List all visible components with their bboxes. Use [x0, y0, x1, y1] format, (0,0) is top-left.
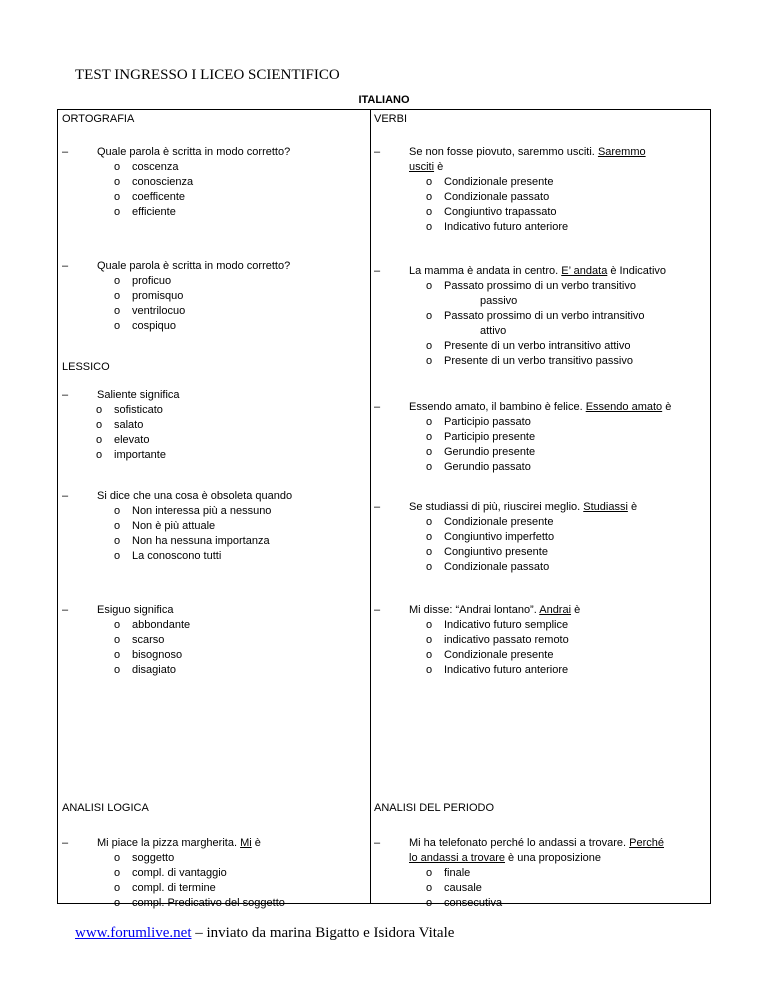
verbi-question-2 — [374, 264, 708, 369]
question-stem: Saliente significa — [97, 389, 180, 401]
option[interactable]: o elevato — [96, 434, 150, 446]
option[interactable]: o conoscienza — [114, 176, 194, 188]
dash-marker: – — [374, 501, 381, 513]
option[interactable]: o Condizionale presente — [426, 649, 554, 661]
option[interactable]: o Condizionale presente — [426, 516, 554, 528]
question-stem: Quale parola è scritta in modo corretto? — [97, 146, 291, 158]
option-list — [62, 851, 362, 911]
option[interactable]: o bisognoso — [114, 649, 183, 661]
option[interactable]: o importante — [96, 449, 166, 461]
option[interactable]: o cospiquo — [114, 320, 177, 332]
option[interactable]: o compl. di vantaggio — [114, 867, 227, 879]
question-stem: Mi piace la pizza margherita. Mi è — [97, 837, 261, 849]
analisi-periodo-heading: ANALISI DEL PERIODO — [374, 802, 495, 814]
option-list — [62, 160, 362, 220]
question-stem: Se non fosse piovuto, saremmo usciti. Saremmo usciti è — [409, 146, 646, 173]
page-title: TEST INGRESSO I LICEO SCIENTIFICO — [75, 67, 340, 83]
option[interactable]: o efficiente — [114, 206, 176, 218]
option-list — [374, 866, 708, 911]
option[interactable]: o Gerundio presente — [426, 446, 536, 458]
dash-marker: – — [374, 265, 381, 277]
option[interactable]: o Indicativo futuro semplice — [426, 619, 569, 631]
test-table — [57, 109, 711, 909]
dash-marker: – — [374, 837, 381, 849]
option[interactable]: o causale — [426, 882, 482, 894]
option[interactable]: o Non ha nessuna importanza — [114, 535, 270, 547]
option[interactable]: o indicativo passato remoto — [426, 634, 569, 646]
verbi-question-4 — [374, 500, 708, 575]
option[interactable]: o Condizionale passato — [426, 561, 550, 573]
question-stem: Essendo amato, il bambino è felice. Essendo amato è — [409, 401, 672, 413]
option[interactable]: o ventrilocuo — [114, 305, 186, 317]
option[interactable]: o Participio passato — [426, 416, 531, 428]
option-list — [374, 618, 708, 678]
option[interactable]: o compl. Predicativo del soggetto — [114, 897, 285, 909]
analisi-logica-heading: ANALISI LOGICA — [62, 802, 149, 814]
option[interactable]: o coefficente — [114, 191, 186, 203]
option-list — [374, 515, 708, 575]
option[interactable]: o Non interessa più a nessuno — [114, 505, 272, 517]
option[interactable]: o Gerundio passato — [426, 461, 531, 473]
footer-credit: – inviato da marina Bigatto e Isidora Vitale — [191, 925, 455, 941]
option[interactable]: o Indicativo futuro anteriore — [426, 664, 569, 676]
option[interactable]: o Passato prossimo di un verbo intransitivo — [426, 310, 645, 322]
dash-marker: – — [374, 604, 381, 616]
question-stem: La mamma è andata in centro. E’ andata è Indicativo — [409, 265, 667, 277]
option-list — [62, 504, 362, 564]
option[interactable]: o compl. di termine — [114, 882, 216, 894]
option-list — [374, 279, 708, 369]
question-stem: Si dice che una cosa è obsoleta quando — [97, 490, 293, 502]
dash-marker: – — [62, 389, 69, 401]
option[interactable]: o La conoscono tutti — [114, 550, 222, 562]
column-divider — [370, 110, 371, 903]
option[interactable]: o Indicativo futuro anteriore — [426, 221, 569, 233]
dash-marker: – — [62, 837, 69, 849]
option[interactable]: o scarso — [114, 634, 165, 646]
forumlive-link[interactable]: www.forumlive.net — [75, 925, 192, 941]
option-list — [44, 403, 362, 463]
option[interactable]: o Congiuntivo trapassato — [426, 206, 557, 218]
option[interactable]: o consecutiva — [426, 897, 503, 909]
lessico-question-3 — [62, 603, 362, 678]
analisi-logica-question-1 — [62, 836, 362, 911]
option[interactable]: o Presente di un verbo transitivo passivo — [426, 355, 633, 367]
question-stem: Mi disse: “Andrai lontano”. Andrai è — [409, 604, 581, 616]
option-list — [62, 618, 362, 678]
option-list — [62, 274, 362, 334]
option[interactable]: o Passato prossimo di un verbo transitivo — [426, 280, 636, 292]
dash-marker: – — [374, 401, 381, 413]
option[interactable]: o Congiuntivo imperfetto — [426, 531, 555, 543]
option[interactable]: o sofisticato — [96, 404, 163, 416]
option[interactable]: o soggetto — [114, 852, 175, 864]
dash-marker: – — [62, 146, 69, 158]
dash-marker: – — [374, 146, 381, 158]
dash-marker: – — [62, 260, 69, 272]
page-footer — [75, 925, 454, 942]
subject-heading: ITALIANO — [358, 94, 410, 106]
question-stem: Mi ha telefonato perché lo andassi a trovare. Perché lo andassi a trovare è una proposizione — [409, 837, 664, 864]
option[interactable]: o proficuo — [114, 275, 172, 287]
option[interactable]: o Non è più attuale — [114, 520, 216, 532]
verbi-heading: VERBI — [374, 113, 408, 125]
option[interactable]: o abbondante — [114, 619, 191, 631]
lessico-question-2 — [62, 489, 362, 564]
verbi-question-1 — [374, 145, 708, 235]
option-list — [374, 175, 708, 235]
verbi-question-3 — [374, 400, 708, 475]
option[interactable]: o Presente di un verbo intransitivo attivo — [426, 340, 631, 352]
option[interactable]: o finale — [426, 867, 471, 879]
analisi-periodo-question-1 — [374, 836, 708, 911]
option[interactable]: o Congiuntivo presente — [426, 546, 548, 558]
option[interactable]: o Participio presente — [426, 431, 536, 443]
verbi-question-5 — [374, 603, 708, 678]
dash-marker: – — [62, 604, 69, 616]
option[interactable]: o salato — [96, 419, 144, 431]
dash-marker: – — [62, 490, 69, 502]
option[interactable]: o Condizionale presente — [426, 176, 554, 188]
ortografia-question-2 — [62, 259, 362, 334]
option[interactable]: o Condizionale passato — [426, 191, 550, 203]
question-stem: Quale parola è scritta in modo corretto? — [97, 260, 291, 272]
option-continuation: passivo — [480, 295, 518, 307]
question-stem: Se studiassi di più, riuscirei meglio. Studiassi è — [409, 501, 638, 513]
ortografia-heading: ORTOGRAFIA — [62, 113, 135, 125]
lessico-question-1 — [62, 388, 362, 463]
option[interactable]: o coscenza — [114, 161, 179, 173]
option-list — [374, 415, 708, 475]
option[interactable]: o promisquo — [114, 290, 184, 302]
lessico-heading: LESSICO — [62, 361, 110, 373]
option-continuation: attivo — [480, 325, 507, 337]
question-stem: Esiguo significa — [97, 604, 174, 616]
option[interactable]: o disagiato — [114, 664, 177, 676]
ortografia-question-1 — [62, 145, 362, 220]
